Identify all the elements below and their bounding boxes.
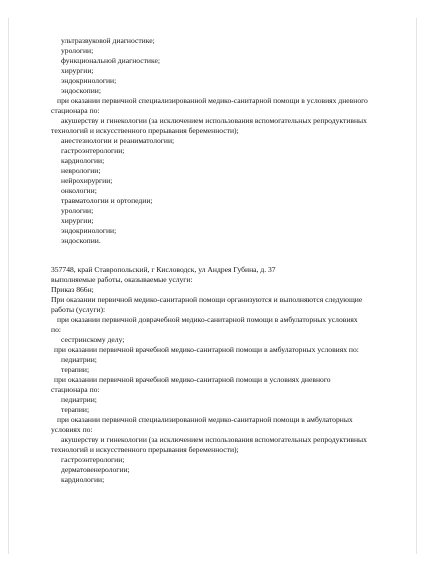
service-item: кардиологии; [61,475,105,484]
service-item: эндоскопии. [61,236,101,245]
care-condition-heading-cont: стационара по: [51,385,100,394]
page-margin-line-left [8,18,9,554]
service-item: нейрохирургии; [61,176,113,185]
service-item: акушерству и гинекологии (за исключением использования вспомогательных репродуктивных [61,116,367,125]
service-item: терапии; [61,365,90,374]
service-item-cont: технологий и искусственного прерывания беременности); [51,445,239,454]
care-condition-heading: при оказании первичной доврачебной медико-санитарной помощи в амбулаторных условиях [57,315,358,324]
service-item: ультразвуковой диагностике; [61,36,155,45]
service-item: терапии; [61,405,90,414]
care-condition-heading: при оказании первичной врачебной медико-санитарной помощи в амбулаторных условиях по: [54,345,359,354]
intro-paragraph-cont: работы (услуги): [51,305,106,314]
works-services-label: выполняемые работы, оказываемые услуги: [51,275,193,284]
service-item: гастроэнтерологии; [61,146,125,155]
care-condition-heading-cont: условиях по: [51,425,93,434]
service-item: функциональной диагностике; [61,56,160,65]
intro-paragraph: При оказании первичной медико-санитарной помощи организуются и выполняются следующие [51,295,363,304]
care-condition-heading: при оказании первичной врачебной медико-санитарной помощи в условиях дневного [54,375,331,384]
service-item: эндокринологии; [61,226,117,235]
service-item: неврологии; [61,166,101,175]
service-item: педиатрии; [61,355,97,364]
address-line: 357748, край Ставропольский, г Кисловодск, ул Андрея Губина, д. 37 [51,265,276,274]
service-item: хирургии; [61,66,94,75]
service-item: дерматовенерологии; [61,465,130,474]
service-item: анестезиологии и реаниматологии; [61,136,175,145]
care-condition-heading: при оказании первичной специализированной медико-санитарной помощи в амбулаторных [57,415,353,424]
service-item: педиатрии; [61,395,97,404]
service-item: гастроэнтерологии; [61,455,125,464]
care-condition-heading: при оказании первичной специализированной медико-санитарной помощи в условиях дневного [57,96,368,105]
order-reference: Приказ 866н; [51,285,94,294]
service-item: эндокринологии; [61,76,117,85]
care-condition-heading-cont: по: [51,325,61,334]
service-item: травматологии и ортопедии; [61,196,153,205]
service-item: акушерству и гинекологии (за исключением использования вспомогательных репродуктивных [61,435,367,444]
service-item: онкологии; [61,186,97,195]
care-condition-heading-cont: стационара по: [51,106,100,115]
service-item: сестринскому делу; [61,335,125,344]
page-margin-line-right [416,18,417,554]
services-list-continued [51,36,407,246]
service-item-cont: технологий и искусственного прерывания беременности); [51,126,239,135]
service-item: кардиологии; [61,156,105,165]
service-item: эндоскопии; [61,86,101,95]
address-block [51,265,407,485]
service-item: урологии; [61,46,94,55]
service-item: хирургии; [61,216,94,225]
service-item: урологии; [61,206,94,215]
